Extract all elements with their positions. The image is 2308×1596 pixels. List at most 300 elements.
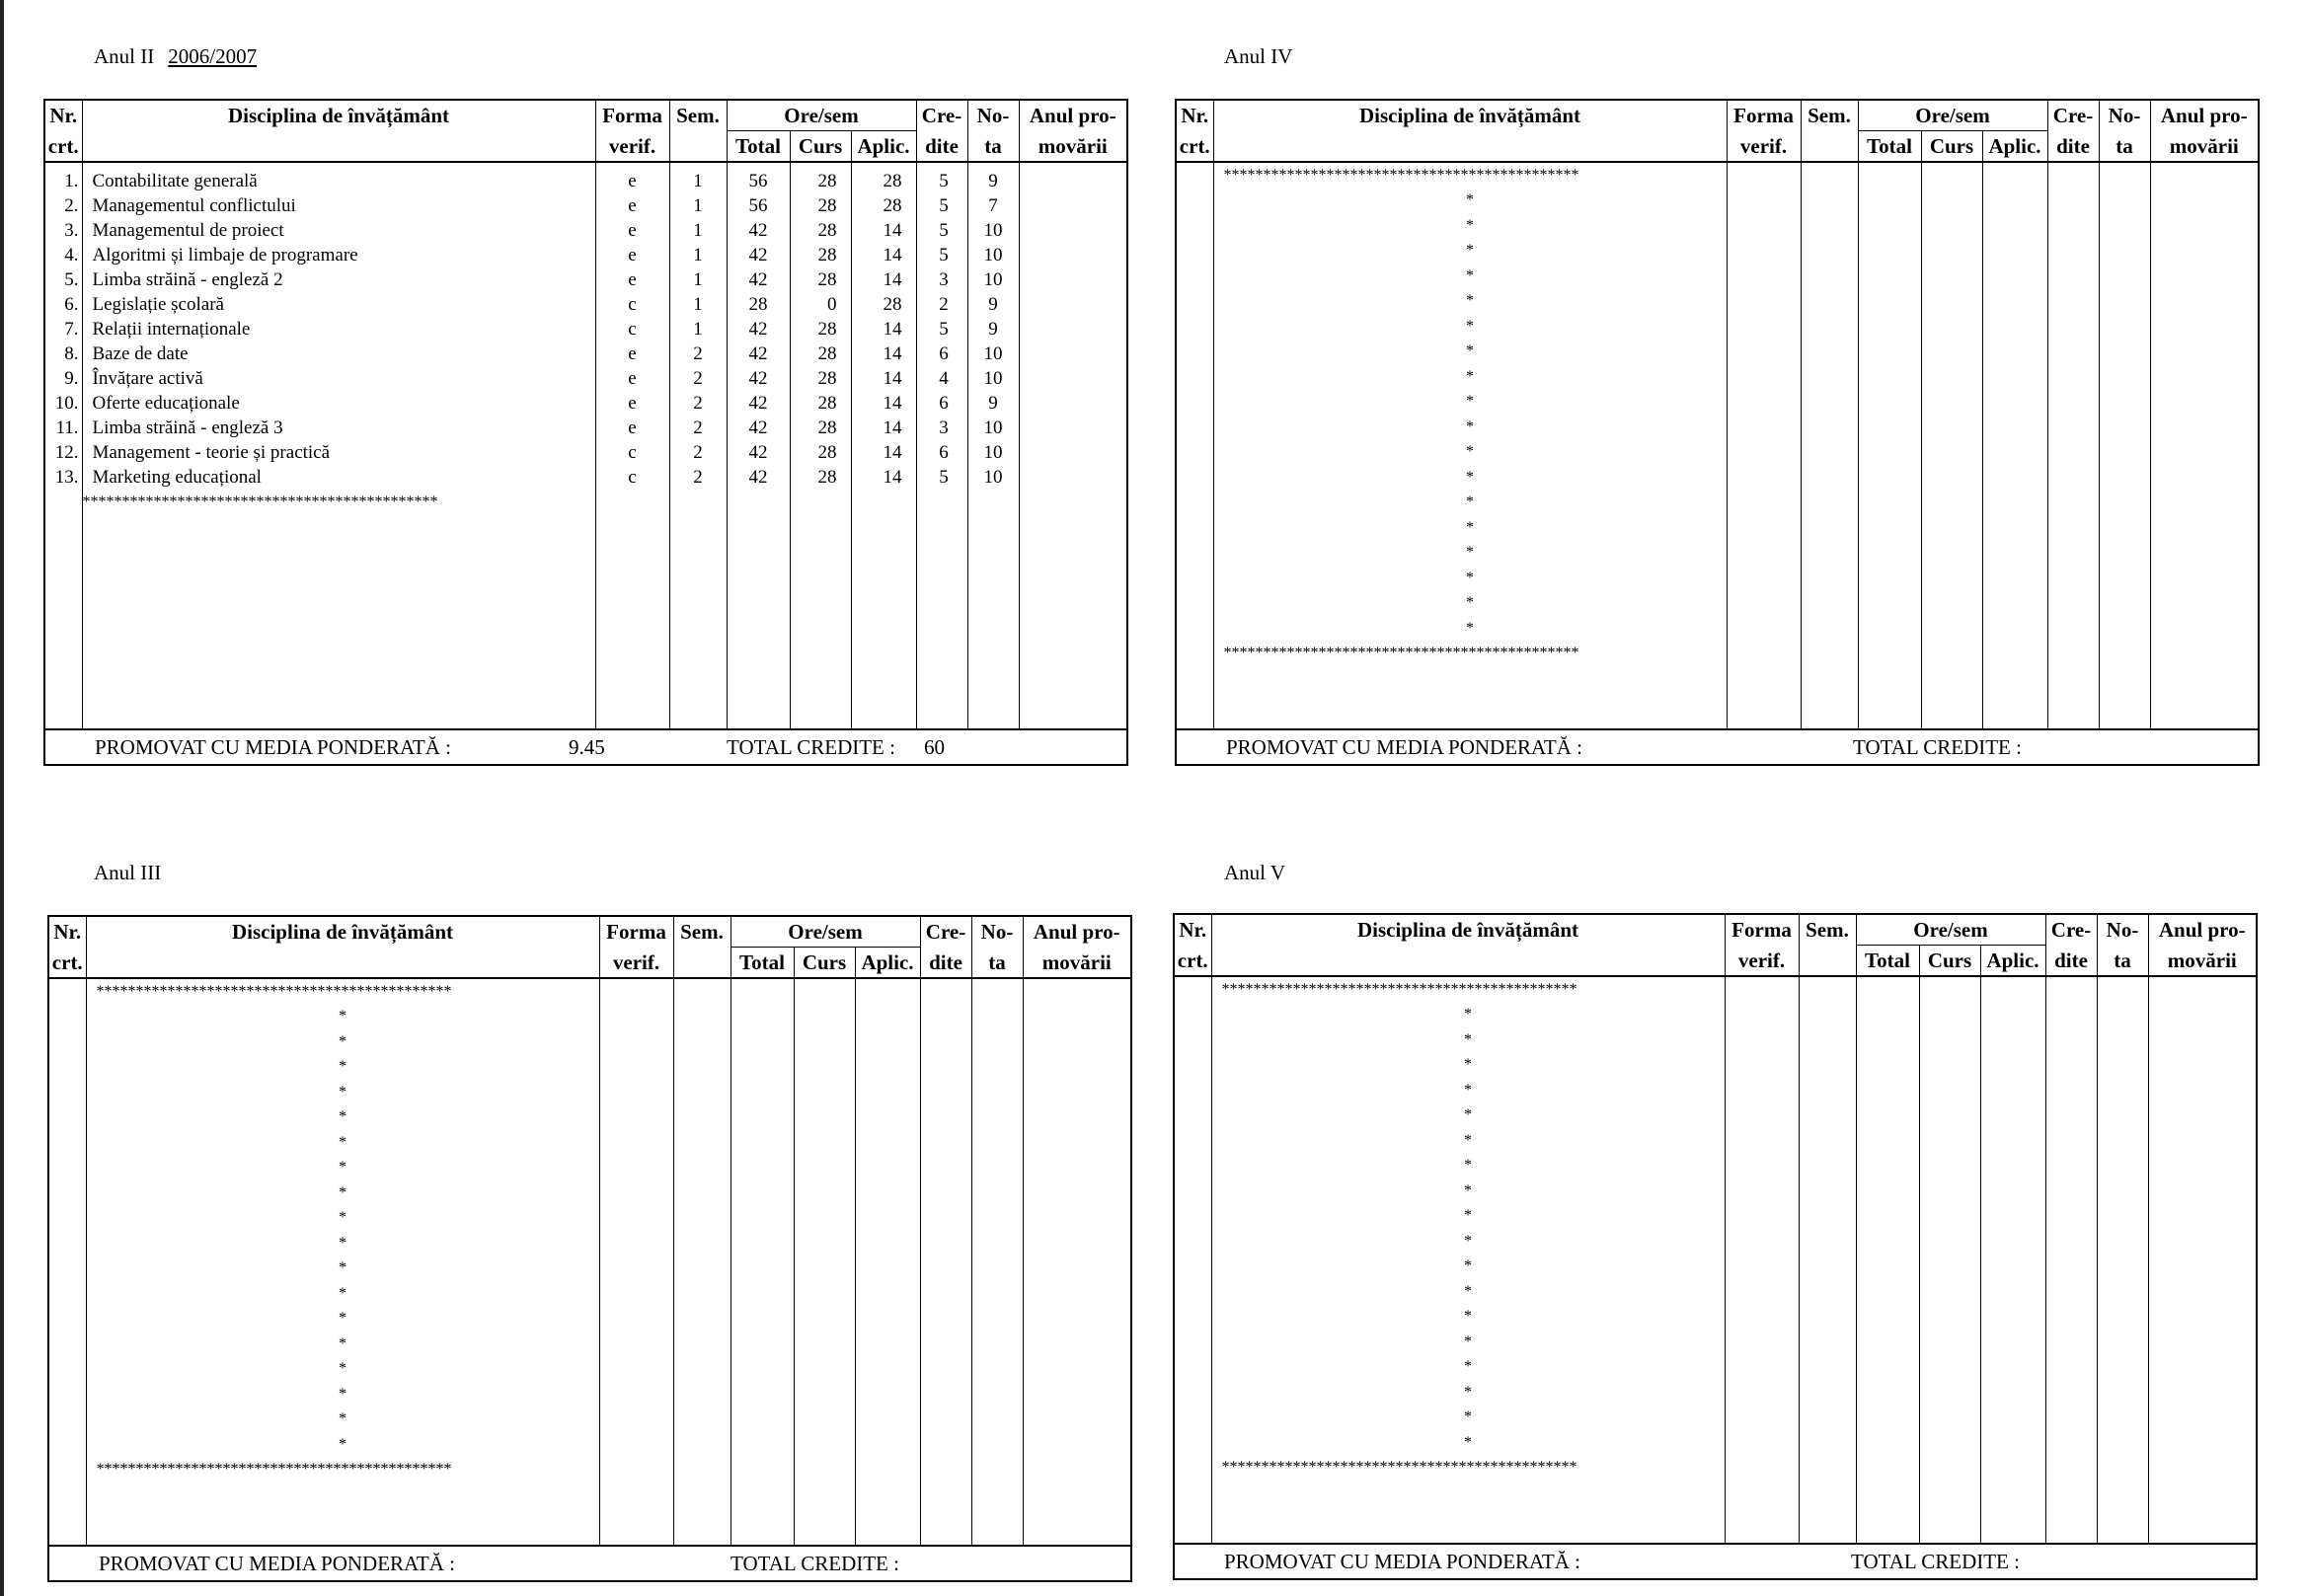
- header-sem: Sem.: [1799, 914, 1856, 946]
- academic-year: 2006/2007: [168, 44, 258, 68]
- cell-curs: 28: [817, 195, 837, 216]
- column-disc: [86, 978, 599, 1546]
- star-mark: *: [1464, 1006, 1472, 1023]
- cell-total: 56: [748, 195, 768, 216]
- cell-nota: 9: [988, 319, 998, 340]
- column-sem: [1801, 162, 1858, 729]
- star-mark: *: [1466, 518, 1474, 536]
- star-mark: *: [339, 1234, 346, 1252]
- cell-nr: 3.: [64, 220, 79, 241]
- cell-anul: [1020, 465, 1127, 490]
- cell-credite: 5: [939, 171, 949, 191]
- column-nota: [2099, 162, 2150, 729]
- star-mark: *: [1466, 242, 1474, 259]
- cell-total: 28: [748, 294, 768, 315]
- header-credite: Cre-: [920, 916, 971, 948]
- header-verif: verif.: [1727, 131, 1801, 163]
- header-ta: ta: [2097, 946, 2148, 977]
- table-body: [1176, 162, 2259, 729]
- cell-forma: c: [628, 319, 637, 340]
- cell-aplic: 14: [883, 269, 902, 290]
- header-curs: Curs: [1921, 131, 1982, 163]
- header-anul-promovarii: Anul pro-: [1023, 916, 1131, 948]
- column-credite: [2045, 976, 2097, 1544]
- column-nr: [48, 978, 86, 1546]
- header-disciplina: Disciplina de învățământ: [86, 916, 599, 948]
- header-blank: [82, 131, 595, 163]
- cell-curs: 28: [817, 442, 837, 463]
- column-curs: [1921, 162, 1982, 729]
- header-anul-promovarii: Anul pro-: [2148, 914, 2257, 946]
- cell-aplic: 28: [883, 171, 902, 191]
- column-anul: [1023, 978, 1131, 1546]
- star-mark: *: [339, 1008, 346, 1025]
- header-total: Total: [731, 948, 794, 979]
- header-aplic: Aplic.: [851, 131, 916, 163]
- header-ta: ta: [2099, 131, 2150, 163]
- header-crt: crt.: [1174, 946, 1211, 977]
- header-ore-sem: Ore/sem: [1856, 914, 2045, 946]
- cell-aplic: 28: [883, 294, 902, 315]
- cell-sem: 2: [693, 442, 703, 463]
- column-sem: [669, 162, 727, 729]
- cell-sem: 1: [693, 171, 703, 191]
- cell-nota: 10: [983, 418, 1003, 438]
- cell-aplic: 14: [883, 220, 902, 241]
- star-mark: *: [1464, 1408, 1472, 1425]
- cell-nr: 12.: [54, 442, 79, 463]
- cell-anul: [1020, 342, 1127, 366]
- cell-disc: Relații internaționale: [92, 319, 251, 340]
- header-movarii: movării: [2148, 946, 2257, 977]
- year-title: [94, 44, 257, 69]
- cell-nr: 4.: [64, 245, 79, 266]
- star-mark: *: [339, 1385, 346, 1403]
- cell-anul: [1020, 440, 1127, 465]
- star-mark: *: [1464, 1383, 1472, 1401]
- star-mark: *: [1466, 494, 1474, 510]
- cell-forma: e: [628, 269, 637, 290]
- media-ponderata-label: PROMOVAT CU MEDIA PONDERATĂ :: [1224, 1550, 1580, 1573]
- star-mark: *: [1466, 594, 1474, 611]
- header-ta: ta: [967, 131, 1019, 163]
- total-credite-label: TOTAL CREDITE :: [1853, 735, 2022, 759]
- cell-aplic: 14: [883, 245, 902, 266]
- star-mark: *: [1466, 544, 1474, 561]
- header-curs: Curs: [794, 948, 855, 979]
- cell-disc: Marketing educațional: [92, 467, 262, 488]
- cell-curs: 28: [817, 319, 837, 340]
- column-anul: [2148, 976, 2257, 1544]
- star-mark: *: [1466, 317, 1474, 335]
- year-label: Anul IV: [1224, 44, 1293, 68]
- cell-total: 42: [748, 368, 768, 389]
- star-mark: *: [1464, 1332, 1472, 1350]
- cell-nota: 10: [983, 442, 1003, 463]
- star-mark: *: [1464, 1308, 1472, 1325]
- cell-credite: 5: [939, 245, 949, 266]
- header-dite: dite: [916, 131, 967, 163]
- cell-nr: 2.: [64, 195, 79, 216]
- media-ponderata-value: 9.45: [569, 735, 605, 759]
- cell-nr: 7.: [64, 319, 79, 340]
- cell-aplic: 28: [883, 195, 902, 216]
- cell-sem: 1: [693, 294, 703, 315]
- column-aplic: [851, 162, 916, 729]
- cell-anul: [1020, 317, 1127, 342]
- cell-disc: Algoritmi și limbaje de programare: [92, 245, 358, 266]
- cell-credite: 5: [939, 319, 949, 340]
- header-nr: Nr.: [1176, 100, 1213, 131]
- cell-anul: [1020, 169, 1127, 193]
- footer-summary: [1174, 1544, 2257, 1579]
- footer-summary: [44, 729, 1127, 765]
- cell-total: 42: [748, 245, 768, 266]
- cell-nr: 1.: [64, 171, 79, 191]
- header-ore-sem: Ore/sem: [731, 916, 920, 948]
- cell-forma: e: [628, 343, 637, 364]
- star-mark: *: [1464, 1257, 1472, 1274]
- header-movarii: movării: [1023, 948, 1131, 979]
- cell-total: 42: [748, 319, 768, 340]
- header-sem: Sem.: [673, 916, 731, 948]
- column-aplic: [855, 978, 920, 1546]
- column-curs: [790, 162, 851, 729]
- star-mark: *: [1466, 569, 1474, 586]
- cell-nr: 8.: [64, 343, 79, 364]
- cell-anul: [1020, 366, 1127, 391]
- cell-anul: [1020, 193, 1127, 218]
- cell-total: 42: [748, 343, 768, 364]
- column-anul: [2150, 162, 2259, 729]
- star-mark: *: [339, 1334, 346, 1352]
- header-credite: Cre-: [2047, 100, 2099, 131]
- cell-total: 42: [748, 467, 768, 488]
- cell-aplic: 14: [883, 442, 902, 463]
- star-mark: *: [1466, 191, 1474, 208]
- cell-curs: 28: [817, 171, 837, 191]
- star-mark: *: [339, 1032, 346, 1050]
- cell-curs: 0: [827, 294, 837, 315]
- star-mark: *: [339, 1083, 346, 1101]
- cell-curs: 28: [817, 343, 837, 364]
- header-forma: Forma: [595, 100, 669, 131]
- header-movarii: movării: [1019, 131, 1127, 163]
- grades-table: [1175, 99, 2260, 766]
- star-mark: *: [1464, 1358, 1472, 1375]
- column-anul: [1019, 162, 1127, 729]
- cell-forma: c: [628, 442, 637, 463]
- footer-summary: [48, 1546, 1131, 1581]
- cell-anul: [1020, 267, 1127, 292]
- scan-edge: [0, 0, 4, 1596]
- header-verif: verif.: [595, 131, 669, 163]
- star-mark: *: [1464, 1207, 1472, 1224]
- year-label: Anul III: [94, 861, 162, 884]
- column-total: [1856, 976, 1919, 1544]
- column-forma: [1725, 976, 1799, 1544]
- star-mark: *: [339, 1108, 346, 1125]
- footer-summary: [1176, 729, 2259, 765]
- star-mark: *: [339, 1284, 346, 1302]
- cell-forma: c: [628, 467, 637, 488]
- cell-sem: 1: [693, 319, 703, 340]
- header-disciplina: Disciplina de învățământ: [1211, 914, 1725, 946]
- header-blank: [673, 948, 731, 979]
- star-mark: *: [339, 1183, 346, 1201]
- cell-disc: Învățare activă: [92, 368, 203, 389]
- cell-aplic: 14: [883, 343, 902, 364]
- header-sem: Sem.: [669, 100, 727, 131]
- cell-nr: 10.: [54, 393, 79, 414]
- cell-disc: Limba străină - engleză 3: [92, 418, 283, 438]
- table-body: [44, 162, 1127, 729]
- cell-sem: 2: [693, 393, 703, 414]
- cell-credite: 4: [939, 368, 949, 389]
- column-disc: [1211, 976, 1725, 1544]
- cell-forma: e: [628, 245, 637, 266]
- header-dite: dite: [920, 948, 971, 979]
- cell-credite: 6: [939, 442, 949, 463]
- cell-total: 42: [748, 418, 768, 438]
- cell-disc: Management - teorie și practică: [92, 442, 331, 463]
- header-nr: Nr.: [1174, 914, 1211, 946]
- star-mark: *: [1464, 1232, 1472, 1250]
- cell-nr: 6.: [64, 294, 79, 315]
- cell-credite: 6: [939, 393, 949, 414]
- column-total: [731, 978, 794, 1546]
- star-mark: *: [1466, 468, 1474, 486]
- column-nr: [1174, 976, 1211, 1544]
- header-movarii: movării: [2150, 131, 2259, 163]
- table-body: [48, 978, 1131, 1546]
- cell-credite: 3: [939, 269, 949, 290]
- header-blank: [1213, 131, 1727, 163]
- star-mark: *: [1464, 1106, 1472, 1123]
- header-nr: Nr.: [48, 916, 86, 948]
- cell-disc: Contabilitate generală: [92, 171, 258, 191]
- year-title: [94, 861, 161, 885]
- header-credite: Cre-: [2045, 914, 2097, 946]
- media-ponderata-label: PROMOVAT CU MEDIA PONDERATĂ :: [99, 1552, 455, 1575]
- column-nr: [44, 162, 82, 729]
- total-credite-label: TOTAL CREDITE :: [731, 1552, 899, 1575]
- year-label: Anul V: [1224, 861, 1286, 884]
- column-credite: [916, 162, 967, 729]
- cell-nr: 9.: [64, 368, 79, 389]
- header-blank: [86, 948, 599, 979]
- cell-curs: 28: [817, 220, 837, 241]
- cell-total: 56: [748, 171, 768, 191]
- cell-nr: 5.: [64, 269, 79, 290]
- column-credite: [2047, 162, 2099, 729]
- media-ponderata-label: PROMOVAT CU MEDIA PONDERATĂ :: [95, 735, 451, 759]
- cell-sem: 2: [693, 343, 703, 364]
- header-forma: Forma: [1725, 914, 1799, 946]
- cell-anul: [1020, 391, 1127, 416]
- header-nota: No-: [971, 916, 1023, 948]
- grades-table: [1173, 913, 2258, 1580]
- header-dite: dite: [2047, 131, 2099, 163]
- header-total: Total: [1858, 131, 1921, 163]
- cell-sem: 1: [693, 245, 703, 266]
- column-disc: [82, 162, 595, 729]
- star-mark: *: [1464, 1157, 1472, 1174]
- cell-nota: 10: [983, 220, 1003, 241]
- star-mark: *: [1464, 1030, 1472, 1048]
- star-mark: *: [1466, 367, 1474, 385]
- header-verif: verif.: [599, 948, 673, 979]
- header-dite: dite: [2045, 946, 2097, 977]
- total-credite-value: 60: [924, 735, 945, 759]
- cell-nota: 9: [988, 171, 998, 191]
- star-mark: *: [339, 1360, 346, 1377]
- header-disciplina: Disciplina de învățământ: [1213, 100, 1727, 131]
- star-mark: *: [339, 1410, 346, 1427]
- star-mark: *: [1466, 342, 1474, 359]
- header-blank: [669, 131, 727, 163]
- year-title: [1224, 44, 1292, 69]
- star-mark: *: [339, 1209, 346, 1226]
- header-crt: crt.: [48, 948, 86, 979]
- cell-disc: Managementul de proiect: [92, 220, 284, 241]
- star-mark: *: [339, 1259, 346, 1276]
- cell-aplic: 14: [883, 393, 902, 414]
- closing-stars-line: *********************************************: [1221, 1459, 1577, 1476]
- star-mark: *: [1466, 418, 1474, 435]
- cell-curs: 28: [817, 467, 837, 488]
- header-nota: No-: [2099, 100, 2150, 131]
- star-mark: *: [339, 1133, 346, 1151]
- cell-credite: 5: [939, 467, 949, 488]
- cell-curs: 28: [817, 269, 837, 290]
- star-mark: *: [1466, 266, 1474, 284]
- column-aplic: [1982, 162, 2047, 729]
- cell-sem: 1: [693, 220, 703, 241]
- opening-stars-line: *********************************************: [1223, 167, 1579, 184]
- cell-sem: 2: [693, 368, 703, 389]
- column-forma: [595, 162, 669, 729]
- star-mark: *: [339, 1310, 346, 1327]
- cell-nr: 11.: [55, 418, 79, 438]
- header-anul-promovarii: Anul pro-: [1019, 100, 1127, 131]
- cell-forma: e: [628, 171, 637, 191]
- column-disc: [1213, 162, 1727, 729]
- column-forma: [1727, 162, 1801, 729]
- closing-stars-line: *********************************************: [1223, 645, 1579, 661]
- cell-anul: [1020, 292, 1127, 317]
- star-mark: *: [339, 1435, 346, 1453]
- cell-credite: 5: [939, 220, 949, 241]
- header-ore-sem: Ore/sem: [1858, 100, 2047, 131]
- star-mark: *: [1466, 619, 1474, 637]
- cell-sem: 1: [693, 269, 703, 290]
- header-verif: verif.: [1725, 946, 1799, 977]
- cell-disc: Managementul conflictului: [92, 195, 296, 216]
- header-anul-promovarii: Anul pro-: [2150, 100, 2259, 131]
- media-ponderata-label: PROMOVAT CU MEDIA PONDERATĂ :: [1226, 735, 1582, 759]
- cell-curs: 28: [817, 418, 837, 438]
- cell-aplic: 14: [883, 418, 902, 438]
- column-nota: [2097, 976, 2148, 1544]
- cell-anul: [1020, 416, 1127, 440]
- column-credite: [920, 978, 971, 1546]
- star-mark: *: [1466, 393, 1474, 410]
- closing-stars-line: *********************************************: [96, 1461, 452, 1478]
- column-sem: [1799, 976, 1856, 1544]
- star-mark: *: [339, 1058, 346, 1075]
- opening-stars-line: *********************************************: [96, 983, 452, 1000]
- cell-credite: 2: [939, 294, 949, 315]
- cell-disc: Limba străină - engleză 2: [92, 269, 283, 290]
- cell-credite: 3: [939, 418, 949, 438]
- cell-disc: Oferte educaționale: [92, 393, 240, 414]
- star-mark: *: [1464, 1056, 1472, 1073]
- cell-disc: Legislație școlară: [92, 294, 224, 315]
- cell-nota: 10: [983, 343, 1003, 364]
- closing-stars-line: *********************************************: [82, 494, 438, 510]
- header-crt: crt.: [1176, 131, 1213, 163]
- star-mark: *: [1464, 1433, 1472, 1451]
- header-total: Total: [727, 131, 790, 163]
- header-aplic: Aplic.: [855, 948, 920, 979]
- header-blank: [1801, 131, 1858, 163]
- cell-curs: 28: [817, 245, 837, 266]
- cell-total: 42: [748, 442, 768, 463]
- star-mark: *: [339, 1159, 346, 1176]
- cell-aplic: 14: [883, 368, 902, 389]
- column-forma: [599, 978, 673, 1546]
- cell-credite: 6: [939, 343, 949, 364]
- column-nota: [967, 162, 1019, 729]
- header-crt: crt.: [44, 131, 82, 163]
- cell-disc: Baze de date: [92, 343, 189, 364]
- star-mark: *: [1466, 443, 1474, 460]
- cell-aplic: 14: [883, 319, 902, 340]
- header-curs: Curs: [1919, 946, 1980, 977]
- cell-forma: c: [628, 294, 637, 315]
- cell-anul: [1020, 218, 1127, 243]
- star-mark: *: [1464, 1282, 1472, 1300]
- star-mark: *: [1464, 1181, 1472, 1199]
- header-nota: No-: [2097, 914, 2148, 946]
- total-credite-label: TOTAL CREDITE :: [727, 735, 895, 759]
- column-total: [1858, 162, 1921, 729]
- header-nota: No-: [967, 100, 1019, 131]
- star-mark: *: [1466, 216, 1474, 234]
- column-curs: [794, 978, 855, 1546]
- cell-nota: 7: [988, 195, 998, 216]
- cell-anul: [1020, 243, 1127, 267]
- cell-forma: e: [628, 195, 637, 216]
- cell-nota: 10: [983, 368, 1003, 389]
- star-mark: *: [1464, 1131, 1472, 1149]
- header-credite: Cre-: [916, 100, 967, 131]
- header-blank: [1211, 946, 1725, 977]
- cell-curs: 28: [817, 368, 837, 389]
- header-ta: ta: [971, 948, 1023, 979]
- cell-sem: 2: [693, 418, 703, 438]
- header-blank: [1799, 946, 1856, 977]
- cell-nota: 9: [988, 294, 998, 315]
- cell-forma: e: [628, 393, 637, 414]
- star-mark: *: [1464, 1081, 1472, 1099]
- cell-nota: 9: [988, 393, 998, 414]
- column-aplic: [1980, 976, 2045, 1544]
- opening-stars-line: *********************************************: [1221, 981, 1577, 998]
- cell-aplic: 14: [883, 467, 902, 488]
- table-body: [1174, 976, 2257, 1544]
